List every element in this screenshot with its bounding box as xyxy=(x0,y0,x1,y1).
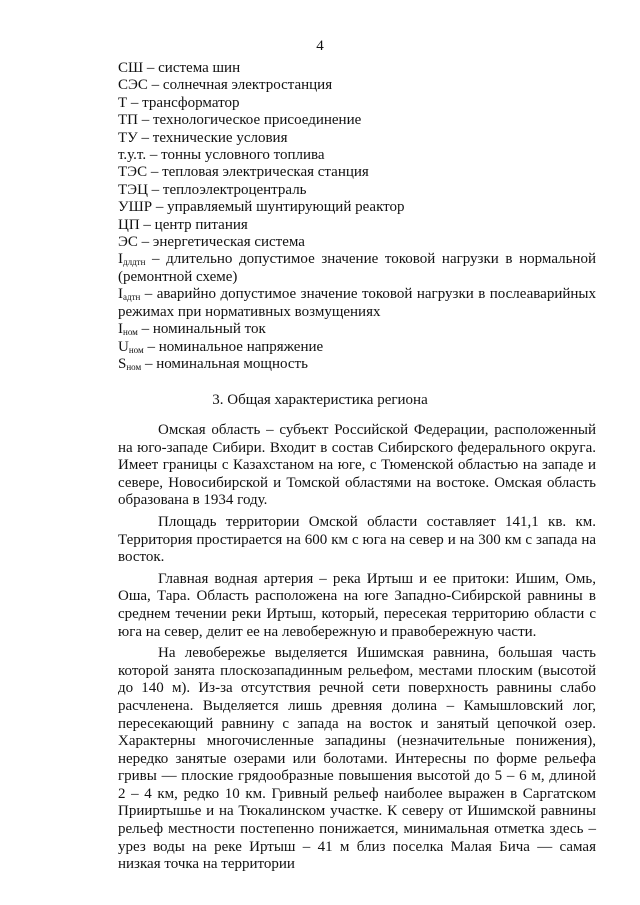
dash: – xyxy=(141,129,150,146)
symbol-item xyxy=(118,286,596,321)
abbreviation-item xyxy=(118,130,596,147)
symbol-subscript: длдтн xyxy=(123,257,146,268)
abbreviation-term: ЭС xyxy=(118,234,138,251)
dash: – xyxy=(144,286,153,303)
abbreviation-term: ТЭС xyxy=(118,164,148,181)
dash: – xyxy=(151,181,160,198)
dash: – xyxy=(150,164,159,181)
abbreviation-term: т.у.т. xyxy=(118,147,147,164)
abbreviation-term: СЭС xyxy=(118,77,148,94)
abbreviation-definition: тепловая электрическая станция xyxy=(162,164,369,181)
symbol-definition: аварийно допустимое значение токовой нагрузки в послеаварийных режимах при нормативных возмущениях xyxy=(118,286,596,320)
paragraph: На левобережье выделяется Ишимская равнина, большая часть которой занята плоскозападинным рельефом, местами плоским (высотой до 140 м). Из-за отсутствия речной сети поверхность равнины слабо расчленена. Выделяется лишь древняя долина – Камышловский лог, пересекающий равнину с запада на восток и занятый цепочкой озер. Характерны многочисленные западины (незначительные понижения), нередко занятые озерами или болотами. Интересны по форме рельефа гривы — плоские грядообразные повышения высотой до 5 – 6 м, длиной 2 – 4 км, редко 10 км. Гривный рельеф наиболее выражен в Саргатском Прииртышье и на Тюкалинском участке. К северу от Ишимской равнины рельеф местности постепенно понижается, минимальная отметка здесь – урез воды на реке Иртыш – 41 м близ поселка Малая Бича — самая низкая точка на территории xyxy=(118,645,596,873)
symbol-subscript: ном xyxy=(123,327,138,338)
abbreviation-item xyxy=(118,60,596,77)
abbreviation-term: ТУ xyxy=(118,129,138,146)
abbreviation-term: ТП xyxy=(118,112,138,129)
dash: – xyxy=(143,216,151,233)
abbreviation-item xyxy=(118,95,596,112)
abbreviation-definition: энергетическая система xyxy=(152,234,305,251)
symbol-definition: длительно допустимое значение токовой нагрузки в нормальной (ремонтной схеме) xyxy=(118,251,596,285)
symbol-definition: номинальное напряжение xyxy=(158,338,324,355)
paragraph: Омская область – субъект Российской Федерации, расположенный на юго-западе Сибири. Входит в состав Сибирского федерального округа. Имеет границы с Казахстаном на юге, с Тюменской областью на западе и севере, Новосибирской и Томской областями на востоке. Омская область образована в 1934 году. xyxy=(118,422,596,509)
abbreviation-definition: солнечная электростанция xyxy=(162,77,333,94)
symbol-definition: номинальная мощность xyxy=(156,355,308,372)
abbreviation-term: Т xyxy=(118,94,128,111)
paragraph: Главная водная артерия – река Иртыш и ее притоки: Ишим, Омь, Оша, Тара. Область расположена на юге Западно-Сибирской равнины в среднем течении реки Иртыш, который, пересекая территорию области с юга на север, делит ее на левобережную и правобережную части. xyxy=(118,570,596,640)
abbreviation-item xyxy=(118,199,596,216)
symbol-base: U xyxy=(118,338,129,355)
abbreviation-item xyxy=(118,77,596,94)
symbol-item xyxy=(118,356,596,373)
abbreviation-item xyxy=(118,182,596,199)
abbreviation-term: УШР xyxy=(118,199,153,216)
symbol-subscript: адтн xyxy=(123,292,141,303)
abbreviation-item xyxy=(118,234,596,251)
dash: – xyxy=(152,251,160,268)
dash: – xyxy=(149,147,158,164)
abbreviation-item xyxy=(118,112,596,129)
abbreviation-definition: система шин xyxy=(158,60,241,76)
dash: – xyxy=(144,355,153,372)
page-number: 4 xyxy=(316,38,324,54)
abbreviation-definition: тонны условного топлива xyxy=(161,147,325,164)
section-title: 3. Общая характеристика региона xyxy=(212,392,428,408)
symbol-subscript: ном xyxy=(128,344,144,355)
dash: – xyxy=(151,77,160,94)
dash: – xyxy=(146,60,155,76)
dash: – xyxy=(147,338,155,355)
abbreviation-definition: трансформатор xyxy=(142,94,240,111)
paragraph: Площадь территории Омской области составляет 141,1 кв. км. Территория простирается на 600 км с юга на север и на 300 км с запада на восток. xyxy=(118,513,596,566)
abbreviation-term: ТЭЦ xyxy=(118,181,148,198)
abbreviation-item xyxy=(118,164,596,181)
abbreviation-term: ЦП xyxy=(118,216,140,233)
abbreviation-definition: центр питания xyxy=(154,216,248,233)
symbol-item xyxy=(118,321,596,338)
symbol-base: I xyxy=(118,251,123,268)
dash: – xyxy=(130,94,139,111)
abbreviation-definition: теплоэлектроцентраль xyxy=(162,181,307,198)
dash: – xyxy=(141,321,150,338)
dash: – xyxy=(141,112,150,129)
dash: – xyxy=(141,234,150,251)
symbol-base: I xyxy=(118,286,123,303)
symbol-base: I xyxy=(118,321,123,338)
abbreviation-term: СШ xyxy=(118,60,144,76)
abbreviation-definition: технологическое присоединение xyxy=(153,112,362,129)
body-text xyxy=(118,422,596,878)
dash: – xyxy=(155,199,164,216)
symbol-subscript: ном xyxy=(126,361,142,372)
abbreviation-list xyxy=(118,60,596,373)
abbreviation-item xyxy=(118,217,596,234)
abbreviation-item xyxy=(118,147,596,164)
symbol-item xyxy=(118,251,596,286)
symbol-base: S xyxy=(118,355,127,372)
symbol-item xyxy=(118,339,596,356)
abbreviation-definition: технические условия xyxy=(152,129,288,146)
abbreviation-definition: управляемый шунтирующий реактор xyxy=(167,199,405,216)
symbol-definition: номинальный ток xyxy=(152,321,266,338)
